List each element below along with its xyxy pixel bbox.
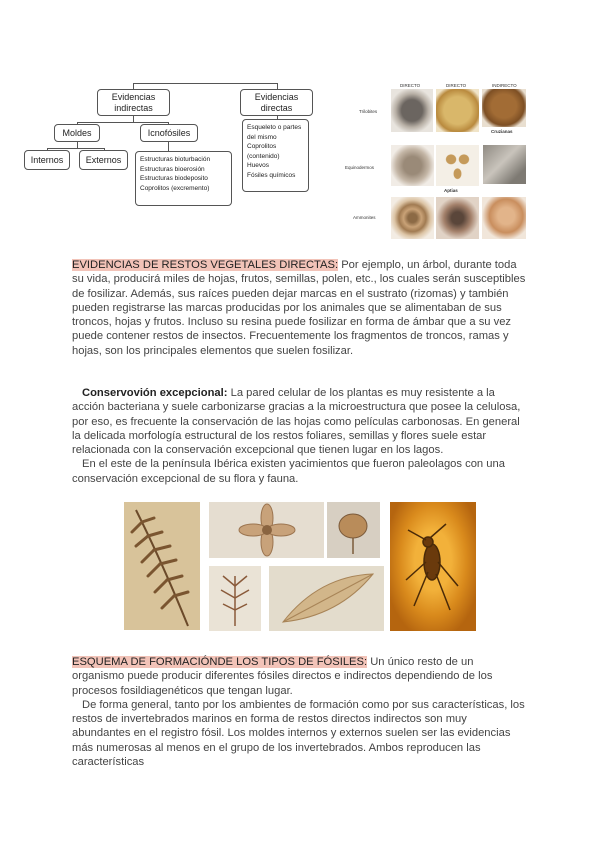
moldes-label: Moldes	[62, 128, 92, 138]
connector	[47, 148, 105, 149]
list-item: Fósiles químicos	[247, 171, 296, 179]
section-body: Por ejemplo, un árbol, durante toda su vida, producirá miles de hojas, frutos, semillas, polen, etc., los cuales serán susceptibles de fosilizar. Además, sus raíces pueden dejar marcas en el sustrato (rizomas) y también pueden registrarse las marcas producidas por los animales que se alimentaban de sus troncos, hojas y frutos. Incluso su resina puede fosilizar en forma de ámbar que a su vez puede contener restos de insectos. Frecuentemente los fragmentos de troncos, ramas y hojas, son los principales elementos que suelen fosilizar.	[72, 259, 526, 357]
column-header: INDIRECTO	[492, 83, 517, 88]
externos-label: Externos	[85, 155, 122, 165]
direct-evidence-label: Evidencias directas	[254, 92, 299, 113]
list-item: Huevos	[247, 162, 270, 169]
echinoderm-mold-photo	[436, 145, 479, 186]
connector	[133, 83, 278, 84]
amber-insect-photo	[390, 502, 476, 631]
section-vegetal-remains	[72, 258, 528, 358]
section-heading: EVIDENCIAS DE RESTOS VEGETALES DIRECTAS:	[72, 259, 339, 271]
internos-box	[24, 150, 70, 170]
cruziana-photo	[482, 89, 526, 127]
leaf-spray-fossil-photo	[209, 566, 261, 631]
direct-evidence-box	[240, 89, 313, 116]
row-label: Equinodermos	[345, 165, 375, 170]
section-fossil-types	[72, 655, 528, 769]
fern-fossil-photo	[124, 502, 200, 630]
list-item: Esqueleto o partes del mismo	[247, 124, 302, 141]
list-item: Coprolitos (contenido)	[247, 143, 280, 160]
moldes-box	[54, 124, 100, 142]
direct-evidence-list	[242, 119, 309, 192]
row-label: Ammonites	[353, 215, 376, 220]
icnofosiles-label: Icnofósiles	[147, 128, 191, 138]
list-item: Estructuras bioturbación	[140, 156, 211, 163]
aptias-label: Aptias	[444, 188, 458, 193]
section-heading: ESQUEMA DE FORMACIÓNDE LOS TIPOS DE FÓSILES:	[72, 656, 368, 668]
icnofosiles-list	[135, 151, 232, 206]
trilobite-mold-photo	[436, 89, 479, 132]
list-item: Estructuras bioerosión	[140, 165, 205, 173]
ammonite-external-photo	[482, 197, 526, 239]
section-body: Un único resto de un organismo puede producir diferentes fósiles directos e indirectos dependiendo de los procesos fosildiagenéticos que tengan lugar.	[72, 656, 493, 697]
column-header: DIRECTO	[446, 83, 467, 88]
section-body: La pared celular de los plantas es muy resistente a la acción bacteriana y suele carbonizarse gracias a la microestructura que posee la celulosa, por eso, es frecuente la conservación de las hojas como películas carbonosas. En general la delicada morfología estructural de los restos foliares, semillas y flores suele estar relacionada con la conservación excepcional que tienen lugar en los lagos.	[72, 387, 521, 457]
trilobite-photo	[391, 89, 433, 132]
connector	[77, 122, 169, 123]
indirect-evidence-label: Evidencias indirectas	[111, 92, 156, 113]
leaf-fossil-photo	[269, 566, 384, 631]
seed-fossil-photo	[327, 502, 380, 558]
echinoderm-trace-photo	[483, 145, 526, 184]
ammonite-mold-photo	[436, 197, 479, 239]
row-label: Trilobites	[359, 109, 378, 114]
section-body: En el este de la península Ibérica existen yacimientos que fueron paleolagos con una conservación excepcional de su flora y fauna.	[72, 458, 505, 485]
icnofosiles-box	[140, 124, 198, 142]
connector	[168, 142, 169, 151]
section-body: De forma general, tanto por los ambientes de formación como por sus características, los restos de invertebrados marinos en forma de restos directos indirectos son muy abundantes en el registro fósil. Los moldes internos y externos suelen ser las evidencias más numerosas al menos en el grupo de los invertebrados. Ambos reproducen las características	[72, 698, 525, 769]
indirect-evidence-box	[97, 89, 170, 116]
cruzianas-label: Cruzianas	[491, 129, 513, 134]
flower-fossil-photo	[209, 502, 324, 558]
section-heading: Conservovión excepcional:	[82, 387, 228, 399]
column-header: DIRECTO	[400, 83, 421, 88]
internos-label: Internos	[30, 155, 64, 165]
section-exceptional-conservation	[72, 386, 528, 486]
list-item: Coprolitos (excremento)	[140, 184, 210, 192]
externos-box	[79, 150, 128, 170]
echinoderm-photo	[391, 145, 434, 186]
ammonite-photo	[391, 197, 434, 239]
list-item: Estructuras biodeposito	[140, 175, 208, 182]
